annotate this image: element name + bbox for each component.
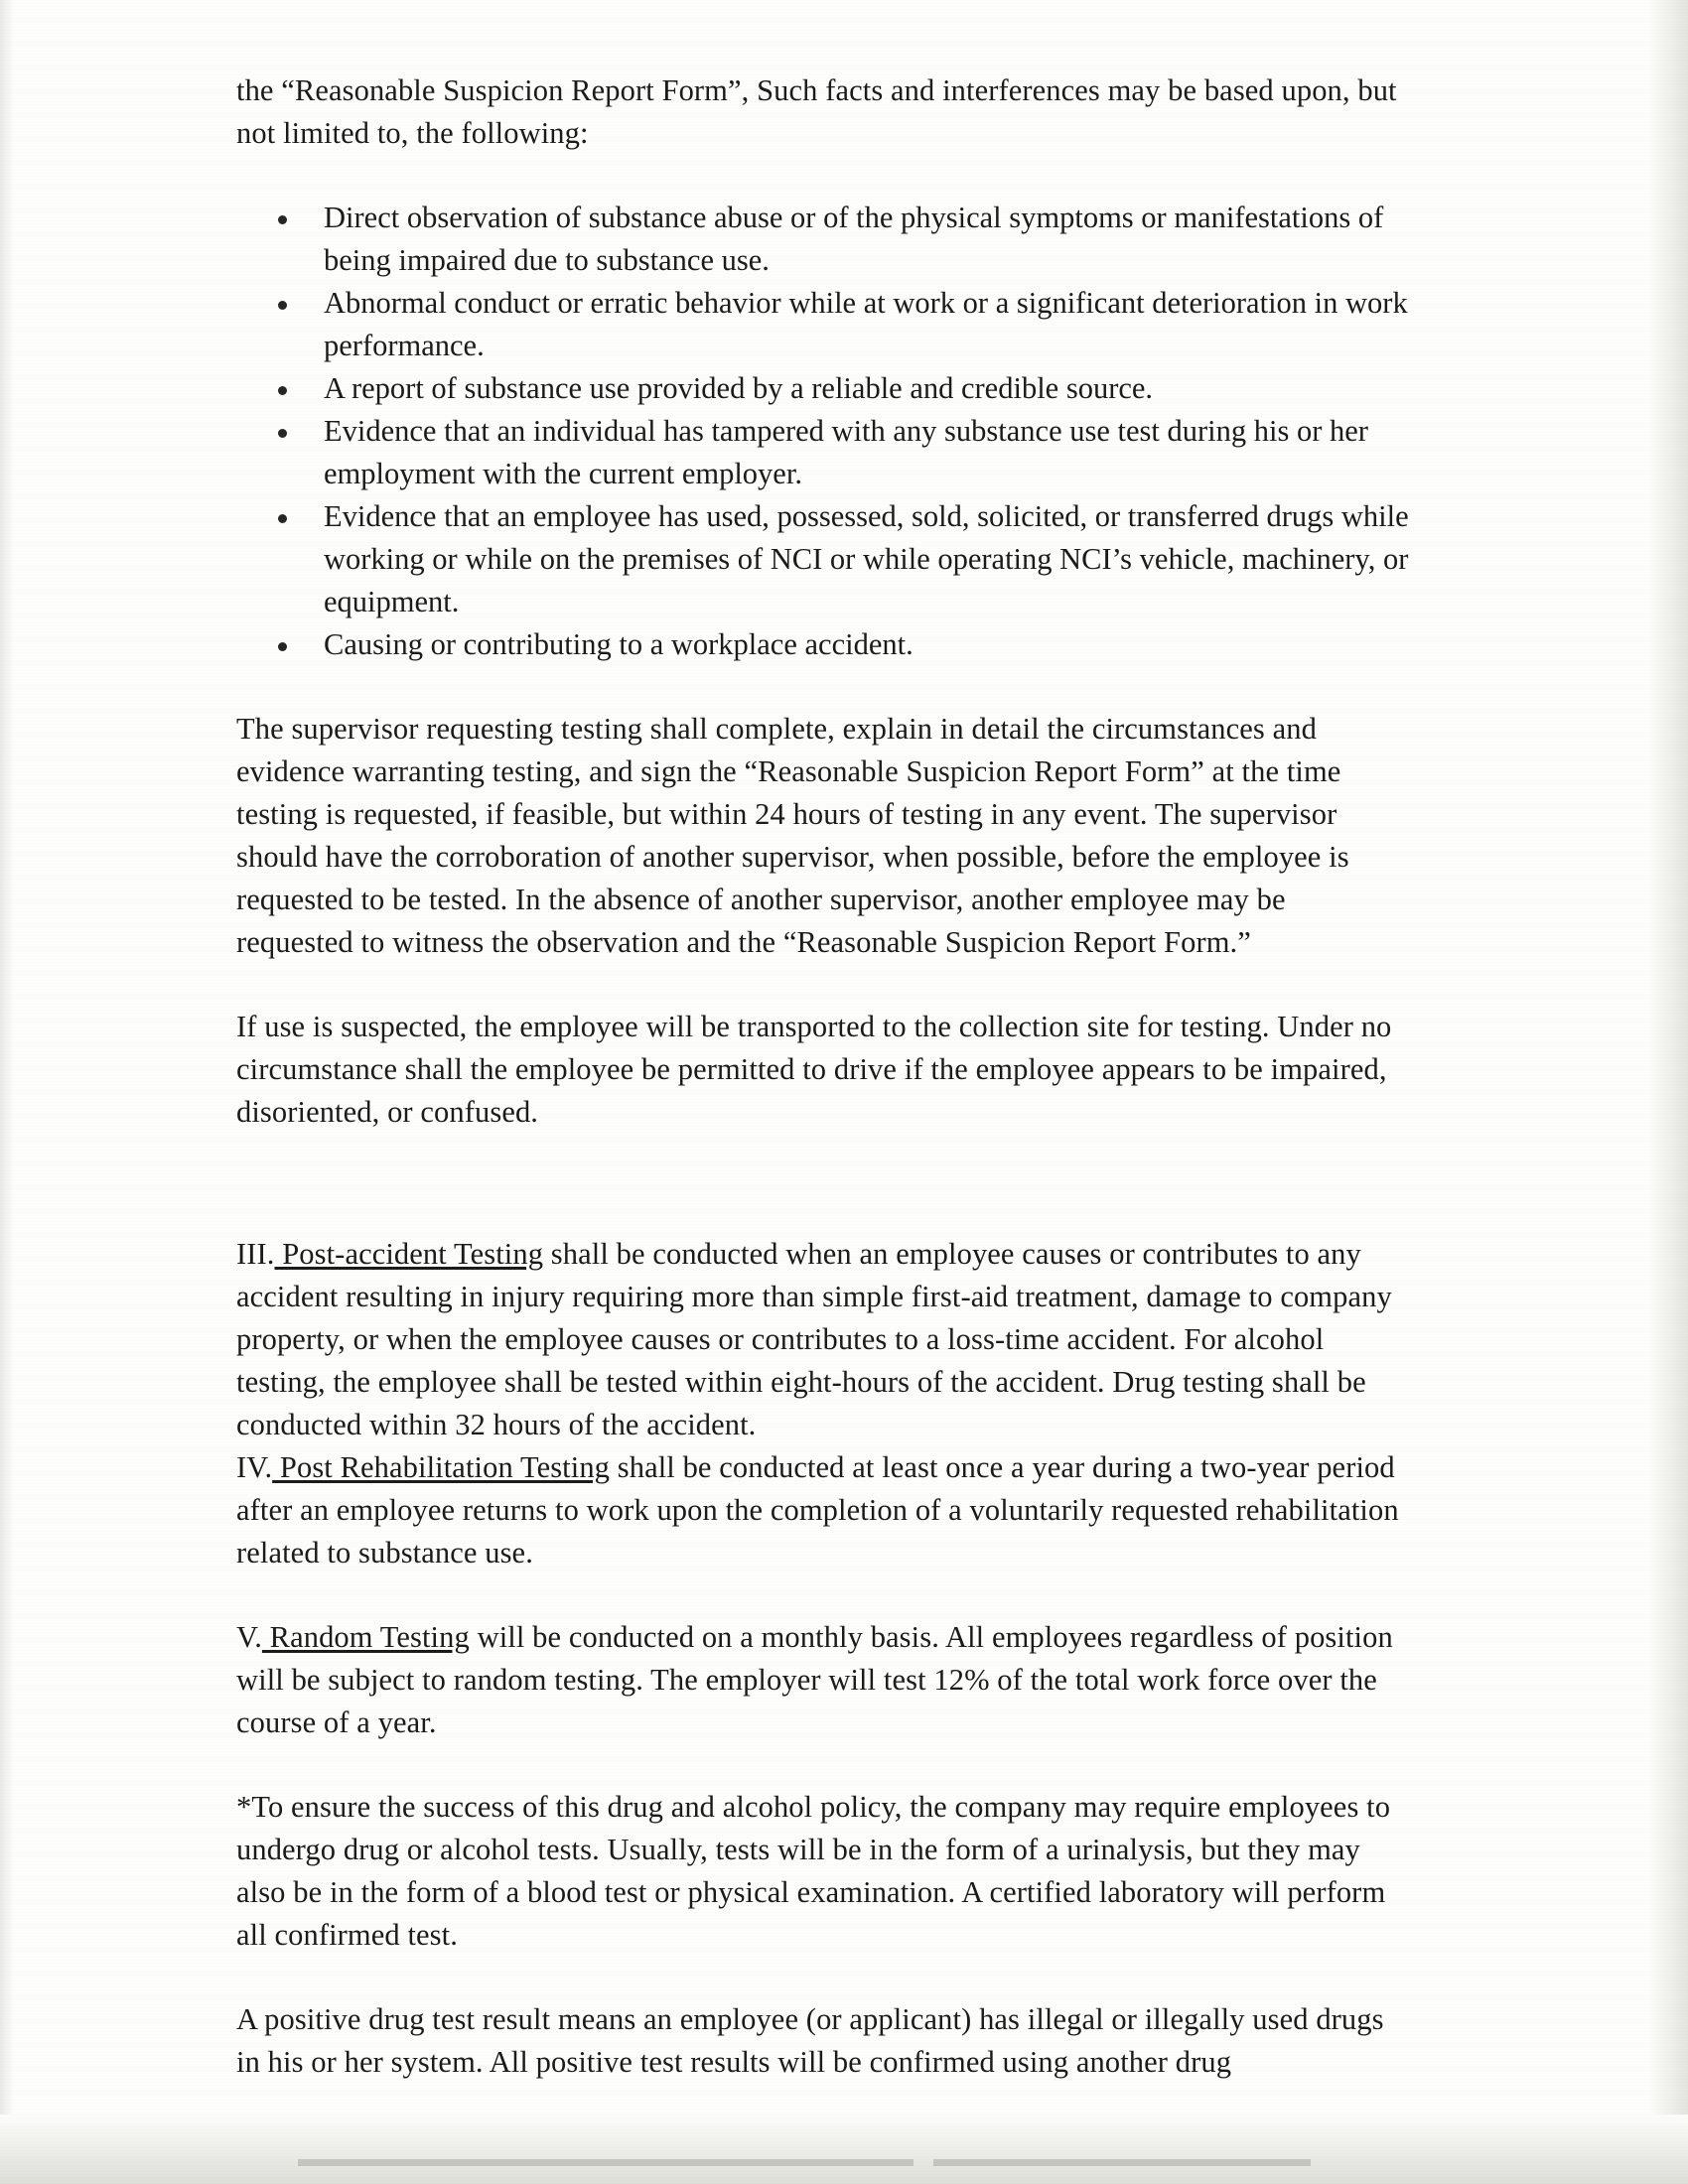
section-numeral: III. <box>236 1237 275 1271</box>
scan-edge-right <box>1648 0 1688 2184</box>
section-numeral: IV. <box>236 1450 273 1484</box>
reasonable-suspicion-bullet-list <box>236 197 1408 666</box>
list-item: Evidence that an individual has tampered with any substance use test during his or her employment with the current employer. <box>236 410 1421 495</box>
scan-edge-bottom <box>0 2115 1688 2184</box>
section-heading: Post-accident Testing <box>274 1237 544 1271</box>
section-body: shall be conducted at least once a year during a two-year period after an employee returns to work upon the completion of a voluntarily requested rehabilitation related to substance use. <box>236 1450 1399 1570</box>
section-heading: Random Testing <box>261 1620 470 1654</box>
list-item: Abnormal conduct or erratic behavior while at work or a significant deterioration in work performance. <box>236 282 1421 367</box>
section-numeral: V. <box>236 1620 262 1654</box>
document-body <box>236 69 1408 2084</box>
scan-artifact-mark <box>298 2159 914 2166</box>
positive-result-paragraph: A positive drug test result means an employee (or applicant) has illegal or illegally used drugs in his or her system. All positive test results will be confirmed using another drug <box>236 2002 1384 2079</box>
spacer <box>236 666 1408 708</box>
section-random-testing <box>236 1616 1408 1744</box>
ensure-success-paragraph: *To ensure the success of this drug and alcohol policy, the company may require employees to undergo drug or alcohol tests. Usually, tests will be in the form of a urinalysis, but they may also be in the form of a blood test or physical examination. A certified laboratory will perform all confirmed test. <box>236 1790 1391 1952</box>
section-body: will be conducted on a monthly basis. All employees regardless of position will be subject to random testing. The employer will test 12% of the total work force over the course of a year. <box>236 1620 1393 1739</box>
transport-paragraph: If use is suspected, the employee will be transported to the collection site for testing. Under no circumstance shall the employee be permitted to drive if the employee appears to be impaired, disoriented, or confused. <box>236 1010 1392 1129</box>
spacer <box>236 1744 1408 1786</box>
spacer <box>236 1574 1408 1616</box>
spacer <box>236 1134 1408 1233</box>
spacer <box>236 964 1408 1006</box>
spacer <box>236 1957 1408 1998</box>
list-item: A report of substance use provided by a reliable and credible source. <box>236 367 1421 410</box>
list-item: Evidence that an employee has used, possessed, sold, solicited, or transferred drugs while working or while on the premises of NCI or while operating NCI’s vehicle, machinery, or equipment. <box>236 495 1421 623</box>
section-body: shall be conducted when an employee causes or contributes to any accident resulting in injury requiring more than simple first-aid treatment, damage to company property, or when the employee causes or contributes to a loss-time accident. For alcohol testing, the employee shall be tested within eight-hours of the accident. Drug testing shall be conducted within 32 hours of the accident. <box>236 1237 1392 1441</box>
section-heading: Post Rehabilitation Testing <box>272 1450 611 1484</box>
intro-paragraph: the “Reasonable Suspicion Report Form”, Such facts and interferences may be based upon, but not limited to, the following: <box>236 73 1397 150</box>
section-post-rehabilitation-testing <box>236 1446 1408 1574</box>
scan-edge-left <box>0 0 14 2184</box>
supervisor-paragraph: The supervisor requesting testing shall complete, explain in detail the circumstances and evidence warranting testing, and sign the “Reasonable Suspicion Report Form” at the time testing is requested, if feasible, but within 24 hours of testing in any event. The supervisor should have the corroboration of another supervisor, when possible, before the employee is requested to be tested. In the absence of another supervisor, another employee may be requested to witness the observation and the “Reasonable Suspicion Report Form.” <box>236 712 1349 959</box>
scan-artifact-mark-secondary <box>933 2159 1311 2166</box>
list-item: Causing or contributing to a workplace accident. <box>236 623 1421 666</box>
spacer <box>236 155 1408 197</box>
list-item: Direct observation of substance abuse or of the physical symptoms or manifestations of being impaired due to substance use. <box>236 197 1421 282</box>
section-post-accident-testing <box>236 1233 1408 1446</box>
